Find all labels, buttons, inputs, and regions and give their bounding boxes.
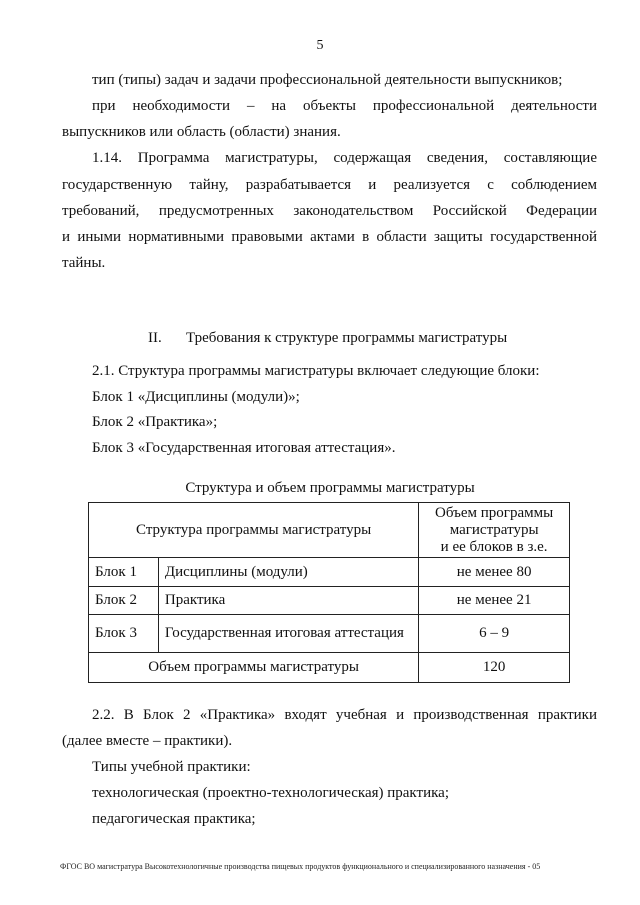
section-number: II. bbox=[148, 330, 162, 346]
list-item: Блок 2 «Практика»; bbox=[92, 414, 218, 430]
block-cell: Блок 1 bbox=[89, 558, 159, 587]
text-line: 1.14. Программа магистратуры, содержащая сведения, составляющие bbox=[92, 150, 597, 166]
table-header-row bbox=[89, 503, 570, 558]
page-footer: ФГОС ВО магистратура Высокотехнологичные производства пищевых продуктов функционального и специализированного назначения - 05 bbox=[60, 862, 541, 871]
header-structure: Структура программы магистратуры bbox=[89, 503, 419, 558]
header-volume-line: и ее блоков в з.е. bbox=[440, 538, 548, 555]
text-line: 2.1. Структура программы магистратуры включает следующие блоки: bbox=[92, 363, 540, 379]
text-line: тип (типы) задач и задачи профессиональной деятельности выпускников; bbox=[92, 72, 563, 88]
text-line: государственную тайну, разрабатывается и реализуется с соблюдением bbox=[62, 177, 597, 193]
text-line: при необходимости – на объекты профессиональной деятельности bbox=[92, 98, 597, 114]
table-total-row bbox=[89, 653, 570, 683]
total-value-cell: 120 bbox=[419, 653, 570, 683]
text-line: тайны. bbox=[62, 255, 106, 271]
section-title: Требования к структуре программы магистратуры bbox=[186, 330, 508, 346]
header-volume-line: Объем программы bbox=[435, 504, 554, 521]
volume-cell: 6 – 9 bbox=[419, 615, 570, 653]
text-line: (далее вместе – практики). bbox=[62, 733, 233, 749]
text-line: выпускников или область (области) знания. bbox=[62, 124, 341, 140]
list-item: технологическая (проектно-технологическая) практика; bbox=[92, 785, 449, 801]
block-cell: Блок 3 bbox=[89, 615, 159, 653]
volume-cell: не менее 21 bbox=[419, 587, 570, 615]
text-line: Типы учебной практики: bbox=[92, 759, 251, 775]
total-label-cell: Объем программы магистратуры bbox=[89, 653, 419, 683]
text-line: требований, предусмотренных законодательством Российской Федерации bbox=[62, 203, 597, 219]
block-name-cell: Практика bbox=[158, 587, 418, 615]
block-cell: Блок 2 bbox=[89, 587, 159, 615]
volume-cell: не менее 80 bbox=[419, 558, 570, 587]
table-row bbox=[89, 587, 570, 615]
header-volume-line: магистратуры bbox=[449, 521, 539, 538]
text-line: и иными нормативными правовыми актами в области защиты государственной bbox=[62, 229, 597, 245]
table-caption: Структура и объем программы магистратуры bbox=[185, 480, 475, 496]
list-item: педагогическая практика; bbox=[92, 811, 256, 827]
page-number: 5 bbox=[316, 38, 324, 53]
structure-table bbox=[88, 502, 570, 683]
text-line: 2.2. В Блок 2 «Практика» входят учебная и производственная практики bbox=[92, 707, 597, 723]
list-item: Блок 3 «Государственная итоговая аттестация». bbox=[92, 440, 396, 456]
header-volume bbox=[419, 503, 570, 558]
table-row bbox=[89, 615, 570, 653]
block-name-cell: Государственная итоговая аттестация bbox=[158, 615, 418, 653]
table-row bbox=[89, 558, 570, 587]
block-name-cell: Дисциплины (модули) bbox=[158, 558, 418, 587]
list-item: Блок 1 «Дисциплины (модули)»; bbox=[92, 389, 300, 405]
